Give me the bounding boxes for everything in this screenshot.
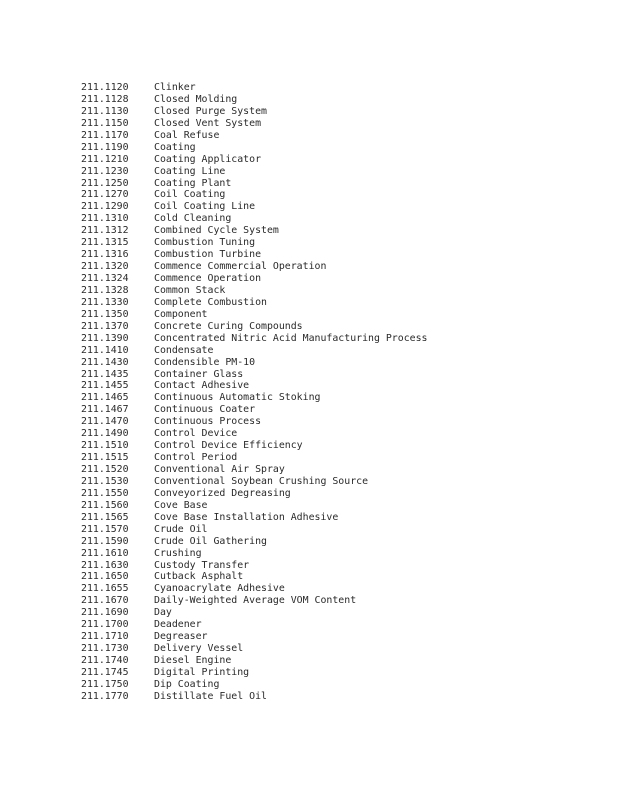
section-number: 211.1565 [81,511,129,523]
section-number: 211.1170 [81,129,129,141]
definition-row [81,392,601,404]
definition-row [81,154,601,166]
section-number: 211.1130 [81,105,129,117]
section-number: 211.1312 [81,225,129,237]
section-number: 211.1570 [81,523,129,535]
section-number: 211.1490 [81,428,129,440]
section-number: 211.1230 [81,165,129,177]
definition-row [81,201,601,213]
section-number: 211.1316 [81,249,129,261]
defined-term: Cold Cleaning [154,213,232,225]
definition-row [81,130,601,142]
definition-row [81,583,601,595]
definition-row [81,416,601,428]
section-number: 211.1750 [81,678,129,690]
section-number: 211.1328 [81,284,129,296]
definition-row [81,464,601,476]
definition-row [81,106,601,118]
section-number: 211.1520 [81,464,129,475]
definition-row [81,261,601,273]
defined-term: Control Device [154,428,238,440]
definition-row [81,213,601,225]
defined-term: Crushing [154,547,202,559]
defined-term: Coil Coating [154,189,226,201]
definition-row [81,428,601,440]
section-number: 211.1610 [81,547,129,559]
defined-term: Cove Base Installation Adhesive [154,511,339,523]
defined-term: Coating [154,141,196,153]
section-number: 211.1560 [81,499,129,511]
definition-row [81,285,601,297]
definition-row [81,607,601,619]
section-number: 211.1670 [81,595,129,607]
section-number: 211.1467 [81,404,129,416]
definition-row [81,357,601,369]
defined-term: Combustion Tuning [154,237,256,249]
defined-term: Cutback Asphalt [154,571,244,583]
definition-row [81,237,601,249]
definition-row [81,512,601,524]
definition-row [81,655,601,667]
defined-term: Cyanoacrylate Adhesive [154,583,285,595]
definition-row [81,476,601,488]
definition-row [81,166,601,178]
defined-term: Container Glass [154,368,244,380]
definition-row [81,452,601,464]
section-number: 211.1530 [81,475,129,487]
defined-term: Concentrated Nitric Acid Manufacturing Process [154,332,428,344]
definition-row [81,309,601,321]
definition-row [81,225,601,237]
definition-row [81,142,601,154]
defined-term: Continuous Coater [154,404,256,416]
definition-row [81,548,601,560]
section-number: 211.1745 [81,666,129,678]
defined-term: Concrete Curing Compounds [154,320,303,332]
definition-row [81,643,601,655]
section-number: 211.1120 [81,82,129,93]
section-number: 211.1210 [81,153,129,165]
definition-row [81,595,601,607]
definition-row [81,500,601,512]
defined-term: Continuous Automatic Stoking [154,392,321,404]
section-number: 211.1324 [81,273,129,284]
definition-row [81,631,601,643]
definition-row [81,536,601,548]
section-number: 211.1455 [81,380,129,392]
defined-term: Control Device Efficiency [154,440,303,452]
defined-term: Digital Printing [154,666,250,678]
definition-row [81,667,601,679]
section-number: 211.1470 [81,416,129,428]
defined-term: Delivery Vessel [154,643,244,655]
defined-term: Combustion Turbine [154,249,262,261]
definition-row [81,249,601,261]
defined-term: Commence Commercial Operation [154,261,327,273]
defined-term: Crude Oil [154,523,208,535]
defined-term: Closed Molding [154,93,238,105]
section-number: 211.1310 [81,213,129,225]
defined-term: Conveyorized Degreasing [154,487,291,499]
defined-term: Coal Refuse [154,129,220,141]
definition-row [81,488,601,500]
section-number: 211.1250 [81,177,129,189]
defined-term: Coil Coating Line [154,201,256,213]
section-number: 211.1690 [81,607,129,619]
definition-row [81,297,601,309]
defined-term: Degreaser [154,631,208,643]
definition-row [81,273,601,285]
section-number: 211.1150 [81,117,129,129]
section-number: 211.1320 [81,261,129,273]
definition-row [81,333,601,345]
section-number: 211.1510 [81,440,129,452]
section-number: 211.1550 [81,487,129,499]
defined-term: Condensible PM-10 [154,356,256,368]
defined-term: Closed Purge System [154,105,267,117]
defined-term: Clinker [154,82,196,93]
defined-term: Crude Oil Gathering [154,535,267,547]
section-number: 211.1710 [81,631,129,643]
section-number: 211.1410 [81,344,129,356]
section-number: 211.1630 [81,559,129,571]
definition-row [81,691,601,703]
defined-term: Conventional Soybean Crushing Source [154,475,369,487]
section-number: 211.1350 [81,308,129,320]
defined-term: Continuous Process [154,416,262,428]
defined-term: Complete Combustion [154,296,267,308]
definition-row [81,404,601,416]
section-number: 211.1330 [81,296,129,308]
definitions-list [81,82,601,703]
defined-term: Closed Vent System [154,117,262,129]
defined-term: Distillate Fuel Oil [154,690,267,702]
defined-term: Cove Base [154,499,208,511]
section-number: 211.1655 [81,583,129,595]
section-number: 211.1390 [81,332,129,344]
defined-term: Combined Cycle System [154,225,279,237]
section-number: 211.1370 [81,320,129,332]
definition-row [81,369,601,381]
section-number: 211.1435 [81,368,129,380]
defined-term: Contact Adhesive [154,380,250,392]
definition-row [81,321,601,333]
definition-row [81,178,601,190]
definition-row [81,82,601,94]
definition-row [81,345,601,357]
defined-term: Conventional Air Spray [154,464,285,475]
defined-term: Coating Line [154,165,226,177]
defined-term: Deadener [154,619,202,631]
definition-row [81,560,601,572]
defined-term: Control Period [154,452,238,464]
section-number: 211.1515 [81,452,129,464]
section-number: 211.1270 [81,189,129,201]
definition-row [81,619,601,631]
definition-row [81,679,601,691]
section-number: 211.1430 [81,356,129,368]
section-number: 211.1770 [81,690,129,702]
defined-term: Diesel Engine [154,655,232,666]
section-number: 211.1190 [81,141,129,153]
defined-term: Custody Transfer [154,559,250,571]
definition-row [81,380,601,392]
definition-row [81,189,601,201]
defined-term: Daily-Weighted Average VOM Content [154,595,357,607]
section-number: 211.1700 [81,619,129,631]
section-number: 211.1730 [81,643,129,655]
section-number: 211.1650 [81,571,129,583]
defined-term: Commence Operation [154,273,262,284]
definition-row [81,440,601,452]
section-number: 211.1590 [81,535,129,547]
defined-term: Dip Coating [154,678,220,690]
defined-term: Condensate [154,344,214,356]
defined-term: Common Stack [154,284,226,296]
section-number: 211.1315 [81,237,129,249]
defined-term: Component [154,308,208,320]
defined-term: Coating Plant [154,177,232,189]
defined-term: Coating Applicator [154,153,262,165]
definition-row [81,94,601,106]
defined-term: Day [154,607,172,619]
section-number: 211.1465 [81,392,129,404]
section-number: 211.1290 [81,201,129,213]
section-number: 211.1128 [81,93,129,105]
definition-row [81,571,601,583]
definition-row [81,524,601,536]
section-number: 211.1740 [81,655,129,666]
definition-row [81,118,601,130]
